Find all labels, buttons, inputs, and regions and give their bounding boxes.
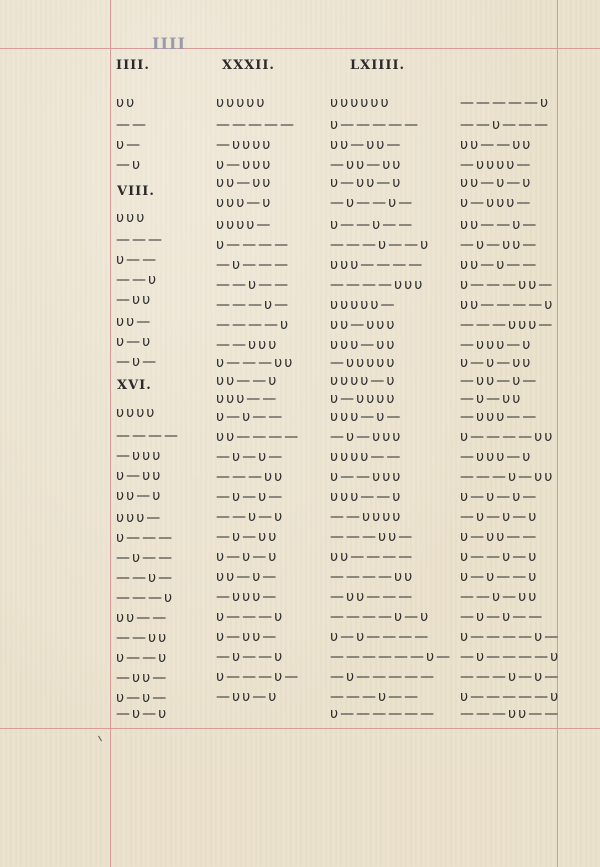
pattern-entry: υυ—υυ (216, 175, 273, 191)
pattern-entry: υ—υ (116, 334, 153, 350)
column-header: LXIIII. (350, 58, 406, 73)
pattern-entry: υ— (116, 137, 143, 153)
pattern-entry: υ————υυ (460, 429, 555, 445)
pattern-entry: —υυυ—υ (460, 337, 533, 353)
pattern-entry: —υ—υ (116, 706, 169, 722)
pattern-entry: υυυ (116, 210, 147, 226)
pattern-entry: υ—υυυ (216, 157, 273, 173)
pattern-entry: —υυυ—— (460, 409, 539, 425)
pattern-entry: υυ—υ—— (460, 257, 539, 273)
pattern-entry: —υυυ— (216, 589, 279, 605)
rule-line (0, 728, 600, 729)
page-number: IIII (152, 34, 186, 53)
pattern-entry: υ—υ— (116, 690, 169, 706)
pattern-entry: υ—— (116, 252, 159, 268)
pattern-entry: ———υυ—— (460, 706, 561, 722)
pattern-entry: ———υ (116, 590, 175, 606)
pattern-entry: υυυ———— (330, 257, 425, 273)
pattern-entry: υυ———— (216, 429, 301, 445)
pattern-entry: —υ—υ—υ (460, 509, 539, 525)
pattern-entry: υυ—υυυ (330, 317, 397, 333)
pattern-entry: —υυυ—υ (460, 449, 533, 465)
pattern-entry: υυυ—υ (216, 195, 273, 211)
pattern-entry: υυυυυυ (330, 95, 391, 111)
pattern-entry: υ—υυ—υ (330, 175, 403, 191)
pattern-entry: υυ—υ— (216, 569, 279, 585)
pattern-entry: ————υυ (330, 569, 415, 585)
pattern-entry: υ———υ (216, 609, 285, 625)
pattern-entry: υ—υ—υυ (460, 355, 533, 371)
rule-line (557, 0, 558, 867)
pattern-entry: —υ————— (330, 669, 437, 685)
pattern-entry: υυ (116, 95, 137, 111)
pattern-entry: υ—υ—υ (216, 549, 279, 565)
pattern-entry: υ—υυ— (216, 629, 279, 645)
pattern-entry: —υ— (116, 354, 159, 370)
pattern-entry: υ———υ— (216, 669, 301, 685)
pattern-entry: υ————υ— (460, 629, 561, 645)
pattern-entry: —υυ—υ (216, 689, 279, 705)
column-header: XXXII. (222, 58, 275, 73)
pattern-entry: —υ—υυ— (460, 237, 539, 253)
pattern-entry: —υ————υ (460, 649, 561, 665)
pattern-entry: —υυ— (116, 670, 169, 686)
pattern-entry: ——υυυ (216, 337, 279, 353)
pattern-entry: ——υυυυ (330, 509, 403, 525)
pattern-entry: υ—υυ (116, 468, 163, 484)
pattern-entry: —υ——— (216, 257, 291, 273)
pattern-entry: ——————υ— (330, 649, 453, 665)
pattern-entry: —— (116, 117, 148, 133)
pattern-entry: υ——υ—υ (460, 549, 539, 565)
pattern-entry: υυυ— (116, 510, 163, 526)
pattern-entry: —υ—υ— (216, 489, 285, 505)
pattern-entry: —υ——υ (216, 649, 285, 665)
pattern-entry: —υ—— (116, 550, 175, 566)
pattern-entry: υ—————υ (460, 689, 561, 705)
pattern-entry: υυ————υ (460, 297, 555, 313)
pattern-entry: ——υ——— (460, 117, 551, 133)
pattern-entry: —υ—υυ (460, 391, 523, 407)
pattern-entry: —υυυ (116, 448, 163, 464)
pattern-entry: ——υ— (116, 570, 175, 586)
pattern-entry: υυυυ— (216, 217, 273, 233)
rule-line (110, 0, 111, 867)
pattern-entry: —υυυυ— (460, 157, 533, 173)
pattern-entry: ———υυυ— (460, 317, 555, 333)
pattern-entry: υυ———— (330, 549, 415, 565)
pattern-entry: υυ——υ— (460, 217, 539, 233)
pattern-entry: ————— (216, 117, 296, 133)
pattern-entry: υυυ—— (216, 391, 279, 407)
section-label: XVI. (117, 378, 152, 393)
pattern-entry: ——υ (116, 272, 159, 288)
pattern-entry: υ——— (116, 530, 175, 546)
pattern-entry: υυ—υυ— (330, 137, 403, 153)
pattern-entry: υ——υ—— (330, 217, 415, 233)
pattern-entry: —υυ—υυ (330, 157, 403, 173)
pattern-entry: ———υ——υ (330, 237, 431, 253)
pattern-entry: υ—υ—— (216, 409, 285, 425)
pattern-entry: —υ (116, 157, 143, 173)
pattern-entry: ———υυ— (330, 529, 415, 545)
pattern-entry: υυυ—υυ (330, 337, 397, 353)
pattern-entry: υ———υυ (216, 355, 295, 371)
pattern-entry: υ——υ (116, 650, 169, 666)
pattern-entry: υυ—υ (116, 488, 163, 504)
pattern-entry: υ———— (216, 237, 291, 253)
pattern-entry: —υ—υυ (216, 529, 279, 545)
pattern-entry: υ—υ——υ (460, 569, 539, 585)
pattern-entry: υ—υυυ— (460, 195, 533, 211)
pattern-entry: ———υ—υυ (460, 469, 555, 485)
pattern-entry: ————υ (216, 317, 291, 333)
pattern-entry: υ—υυυυ (330, 391, 397, 407)
pattern-entry: υυυυ—— (330, 449, 403, 465)
pattern-entry: —υ—υ—— (460, 609, 545, 625)
pattern-entry: υυυυυ— (330, 297, 397, 313)
pattern-entry: ————υυυ (330, 277, 425, 293)
pattern-entry: υ————— (330, 117, 421, 133)
pattern-entry: ————υ—υ (330, 609, 431, 625)
pattern-entry: υυ—— (116, 610, 169, 626)
pattern-entry: —υυ—υ— (460, 373, 539, 389)
pattern-entry: ———— (116, 428, 180, 444)
pattern-entry: υυυ—υ— (330, 409, 403, 425)
pattern-entry: υυ——υυ (460, 137, 533, 153)
pattern-entry: —υυ——— (330, 589, 415, 605)
pattern-entry: υυ— (116, 314, 153, 330)
pattern-entry: —υ—υυυ (330, 429, 403, 445)
pattern-entry: υ——υυυ (330, 469, 403, 485)
pattern-entry: —υυ (116, 292, 153, 308)
column-header: IIII. (116, 58, 150, 73)
pattern-entry: ——υ—υ (216, 509, 285, 525)
pattern-entry: —υυυυ (216, 137, 273, 153)
pencil-mark (98, 736, 102, 742)
pattern-entry: υυυυ—υ (330, 373, 397, 389)
pattern-entry: υυυ——υ (330, 489, 403, 505)
pattern-entry: —υ—υ— (216, 449, 285, 465)
rule-line (0, 48, 600, 49)
pattern-entry: υ—υ———— (330, 629, 431, 645)
pattern-entry: υυυυυ (216, 95, 267, 111)
pattern-entry: υυ—υ—υ (460, 175, 533, 191)
pattern-entry: ———υ— (216, 297, 291, 313)
pattern-entry: υ—υυ—— (460, 529, 539, 545)
pattern-entry: —υυυυυ (330, 355, 397, 371)
pattern-entry: ——υυ (116, 630, 169, 646)
pattern-entry: υ—————— (330, 706, 437, 722)
pattern-entry: ———υυ (216, 469, 285, 485)
pattern-entry: υυυυ (116, 405, 157, 421)
pattern-entry: υυ——υ (216, 373, 279, 389)
pattern-entry: —————υ (460, 95, 551, 111)
pattern-entry: υ—υ—υ— (460, 489, 539, 505)
pattern-entry: ——υ—υυ (460, 589, 539, 605)
section-label: VIII. (117, 184, 155, 199)
pattern-entry: υ———υυ— (460, 277, 555, 293)
pattern-entry: —υ——υ— (330, 195, 415, 211)
pattern-entry: ——— (116, 232, 164, 248)
pattern-entry: ———υ—υ— (460, 669, 561, 685)
pattern-entry: ———υ—— (330, 689, 421, 705)
pattern-entry: ——υ—— (216, 277, 291, 293)
